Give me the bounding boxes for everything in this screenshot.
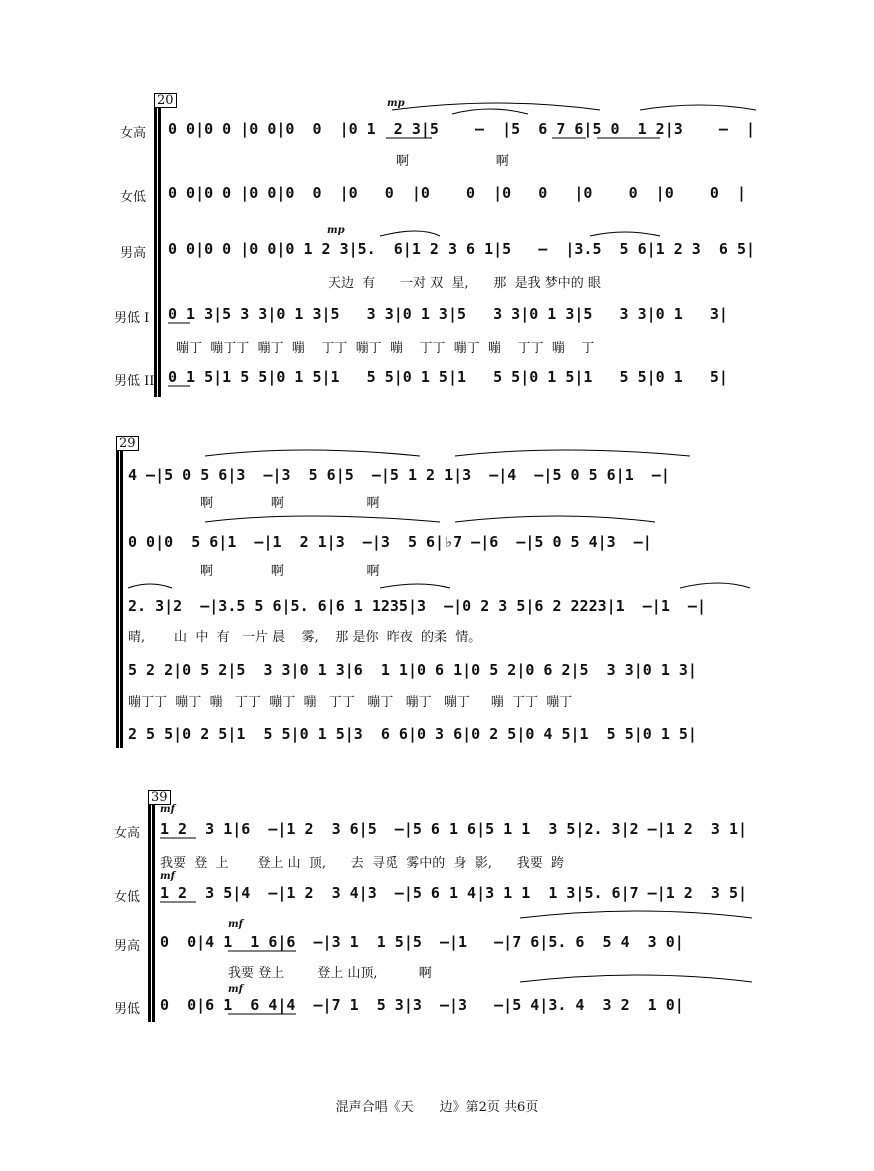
measure-number: 29 [116, 436, 139, 451]
voice-lyrics: 晴, 山 中 有 一片 晨 雾, 那 是你 昨夜 的柔 情。 [128, 630, 482, 645]
voice-notes: 0 1 3|5 3 3|0 1 3|5 3 3|0 1 3|5 3 3|0 1 3|5 3 3|0 1 3| [168, 305, 728, 323]
voice-notes: 2 5 5|0 2 5|1 5 5|0 1 5|3 6 6|0 3 6|0 2 5|0 4 5|1 5 5|0 1 5| [128, 725, 697, 743]
dynamic-mark: mp [387, 98, 405, 109]
voice-notes: 0 0|0 0 |0 0|0 0 |0 0 |0 0 |0 0 |0 0 |0 0 | [168, 184, 746, 202]
dynamic-mark: mp [327, 225, 345, 236]
voice-notes: 0 0|4 1 1 6|6 –|3 1 1 5|5 –|1 –|7 6|5. 6 5 4 3 0| [160, 933, 684, 951]
voice-lyrics: 啊 啊 啊 [200, 496, 380, 511]
dynamic-mark: mf [228, 919, 243, 930]
voice-label: 男高 [120, 246, 147, 261]
voice-label: 男高 [114, 939, 141, 954]
voice-lyrics: 天边 有 一对 双 星, 那 是我 梦中的 眼 [328, 276, 601, 291]
voice-notes: 4 –|5 0 5 6|3 –|3 5 6|5 –|5 1 2 1|3 –|4 –|5 0 5 6|1 –| [128, 466, 670, 484]
page-footer: 混声合唱《天 边》第2页 共6页 [335, 1100, 539, 1115]
voice-notes: 1 2 3 5|4 –|1 2 3 4|3 –|5 6 1 4|3 1 1 1 3|5. 6|7 –|1 2 3 5| [160, 884, 747, 902]
dynamic-mark: mf [160, 804, 175, 815]
dynamic-mark: mf [228, 984, 243, 995]
voice-notes: 0 0|0 5 6|1 –|1 2 1|3 –|3 5 6|♭7 –|6 –|5 0 5 4|3 –| [128, 533, 652, 551]
voice-notes: 0 1 5|1 5 5|0 1 5|1 5 5|0 1 5|1 5 5|0 1 5|1 5 5|0 1 5| [168, 368, 728, 386]
voice-lyrics: 啊 啊 [396, 154, 509, 169]
measure-number: 20 [154, 93, 177, 108]
voice-lyrics: 啊 啊 啊 [200, 564, 380, 579]
voice-notes: 0 0|0 0 |0 0|0 1 2 3|5. 6|1 2 3 6 1|5 – |3.5 5 6|1 2 3 6 5| [168, 240, 755, 258]
voice-lyrics: 嘣丁 嘣丁丁 嘣丁 嘣 丁丁 嘣丁 嘣 丁丁 嘣丁 嘣 丁丁 嘣 丁 [176, 341, 595, 356]
voice-lyrics: 我要 登 上 登上 山 顶, 去 寻觅 雾中的 身 影, 我要 跨 [160, 856, 565, 871]
voice-label: 女低 [120, 190, 147, 205]
voice-notes: 1 2 3 1|6 –|1 2 3 6|5 –|5 6 1 6|5 1 1 3 5|2. 3|2 –|1 2 3 1| [160, 820, 747, 838]
dynamic-mark: mf [160, 871, 175, 882]
voice-label: 男低 II [114, 374, 155, 389]
voice-notes: 0 0|6 1 6 4|4 –|7 1 5 3|3 –|3 –|5 4|3. 4 3 2 1 0| [160, 996, 684, 1014]
voice-lyrics: 嘣丁丁 嘣丁 嘣 丁丁 嘣丁 嘣 丁丁 嘣丁 嘣丁 嘣丁 嘣 丁丁 嘣丁 [128, 695, 573, 710]
measure-number: 39 [148, 790, 171, 805]
voice-lyrics: 我要 登上 登上 山顶, 啊 [228, 966, 432, 981]
voice-label: 女高 [120, 126, 147, 141]
voice-label: 女高 [114, 826, 141, 841]
voice-label: 女低 [114, 890, 141, 905]
voice-label: 男低 I [114, 311, 150, 326]
voice-notes: 5 2 2|0 5 2|5 3 3|0 1 3|6 1 1|0 6 1|0 5 2|0 6 2|5 3 3|0 1 3| [128, 661, 697, 679]
voice-notes: 2. 3|2 –|3.5 5 6|5. 6|6 1 1235|3 –|0 2 3 5|6 2 2223|1 –|1 –| [128, 597, 706, 615]
voice-notes: 0 0|0 0 |0 0|0 0 |0 1 2 3|5 – |5 6 7 6|5 0 1 2|3 – | [168, 120, 755, 138]
voice-label: 男低 [114, 1002, 141, 1017]
